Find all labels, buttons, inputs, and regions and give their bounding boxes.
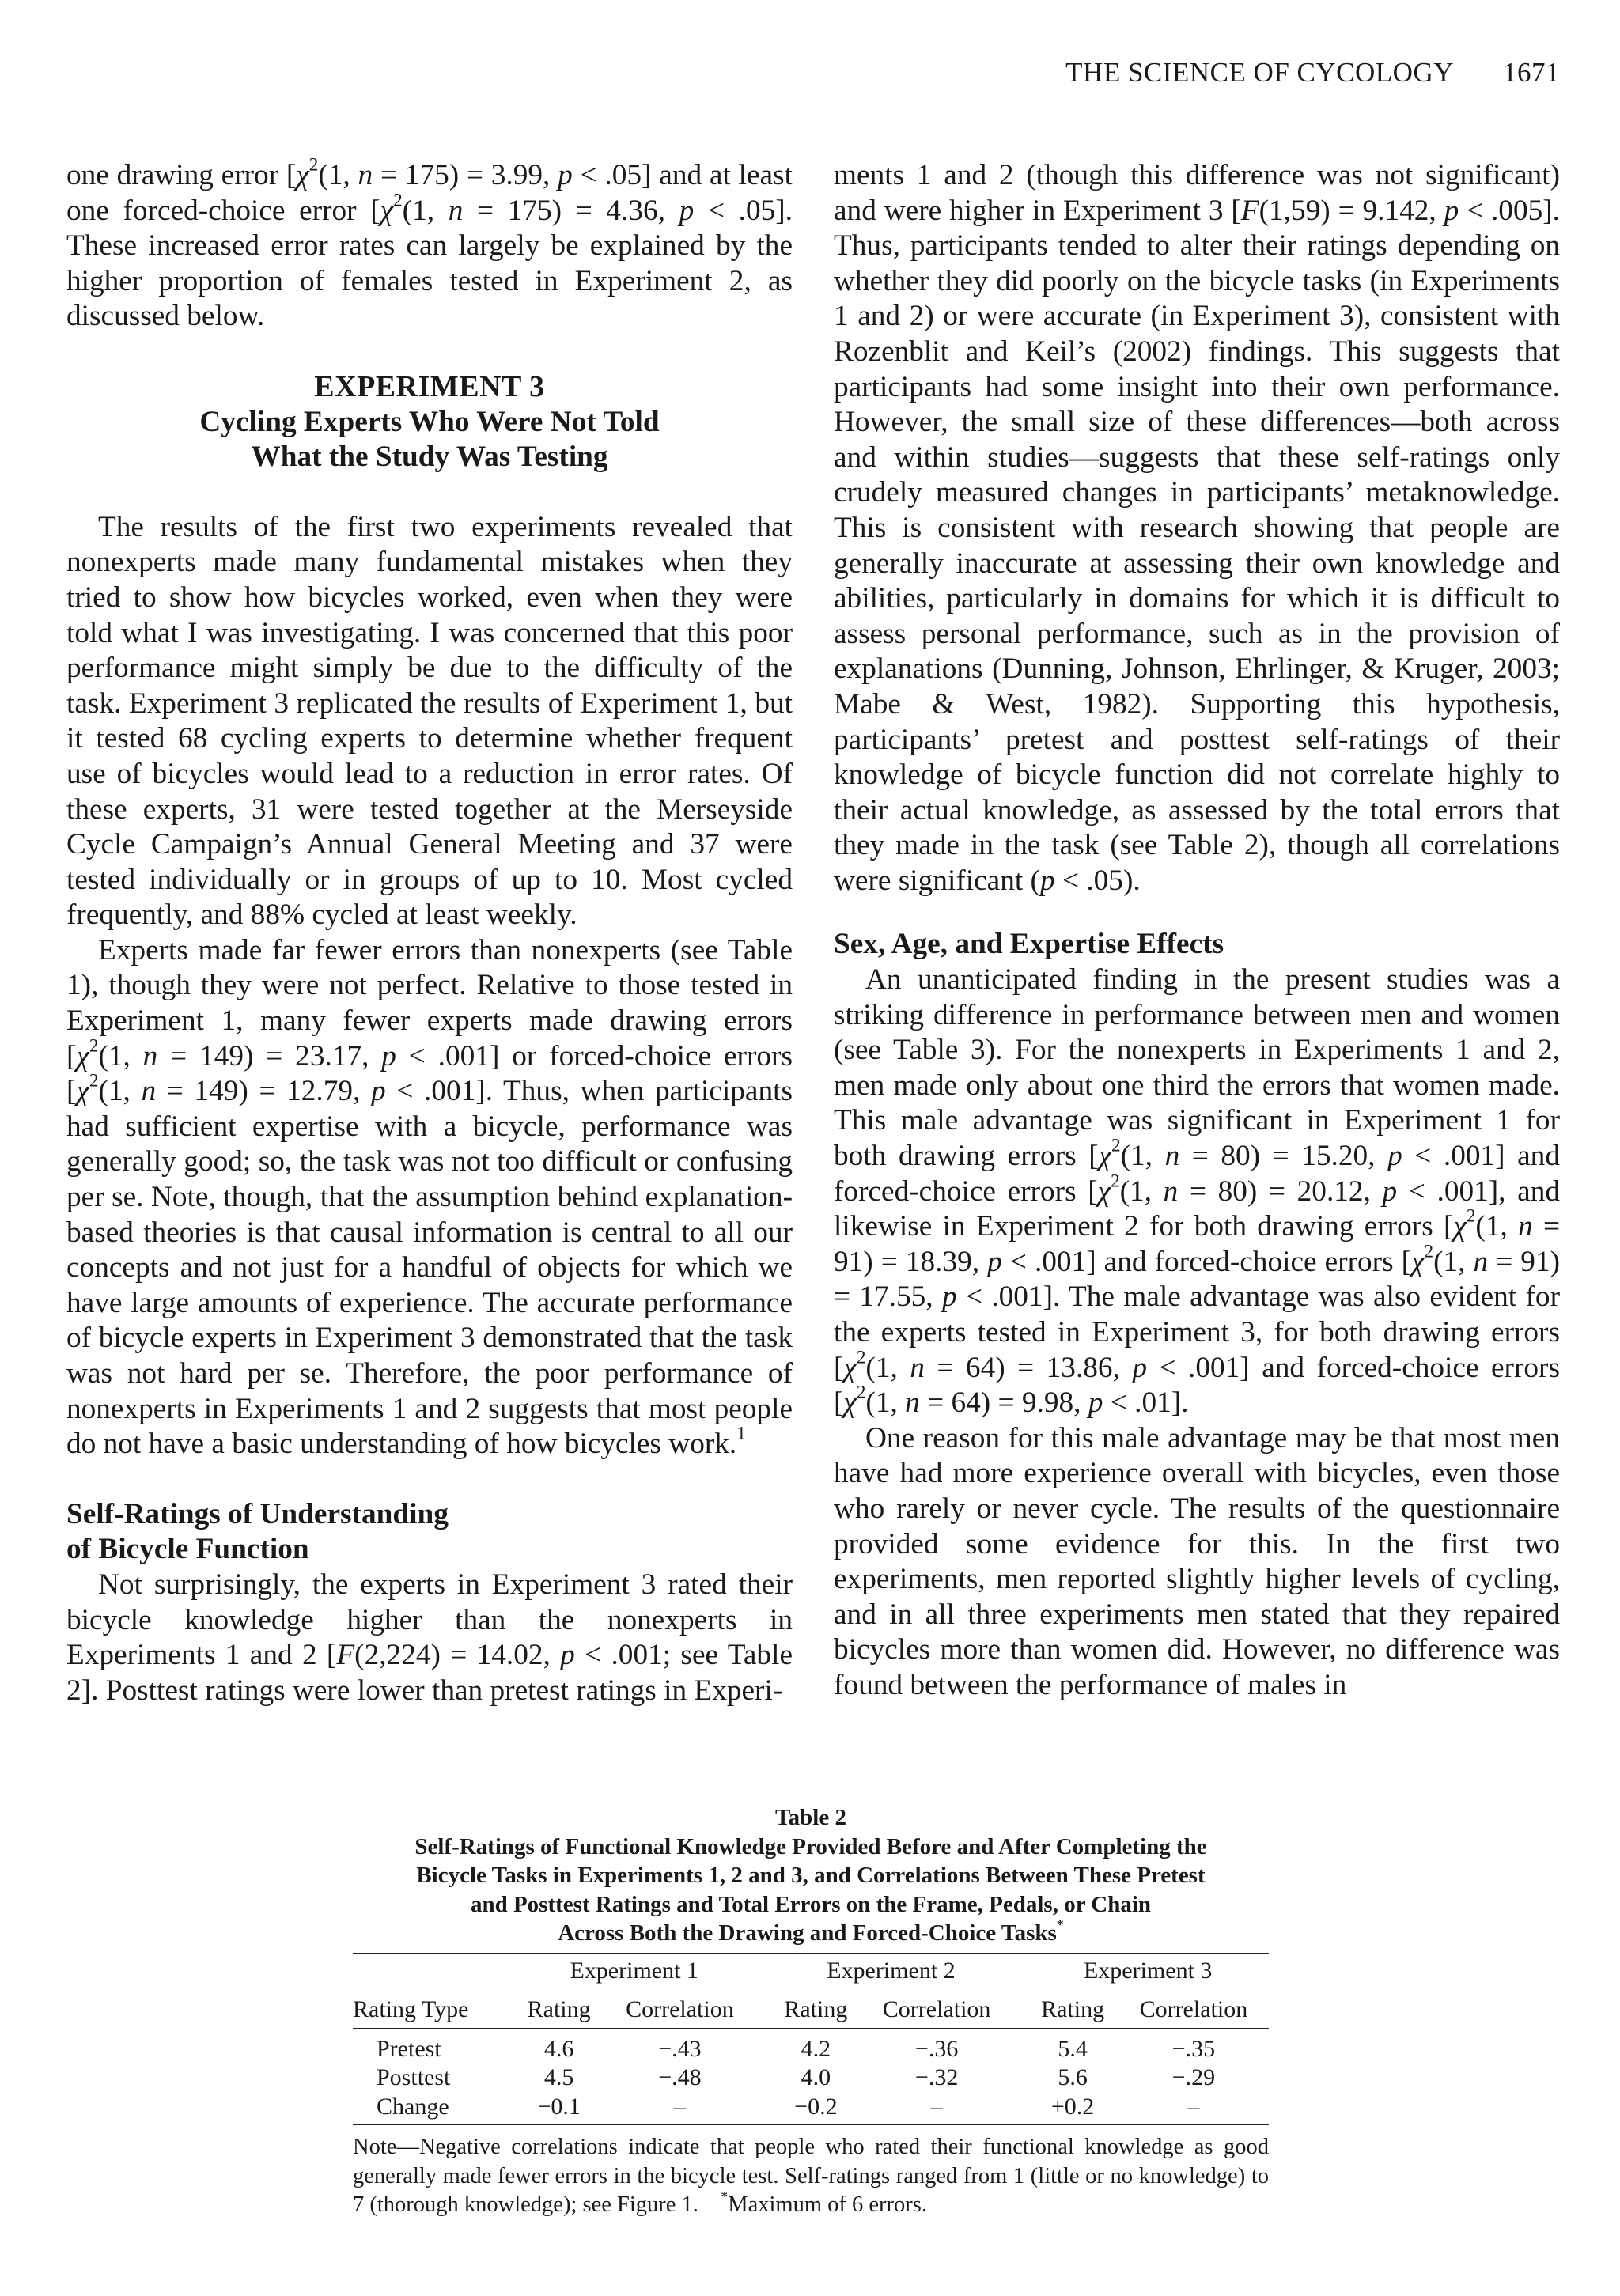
experiment-3-title-line1: Cycling Experts Who Were Not Told xyxy=(199,405,660,438)
table-label: Table 2 xyxy=(775,1805,846,1830)
footnote-marker: 1 xyxy=(736,1423,746,1444)
table-row: Change −0.1 – −0.2 – +0.2 – xyxy=(353,2093,1269,2125)
paragraph: Experts made far fewer errors than nonexperts (see Table 1), though they were not perfect. Relative to those tested in Experiment 1, many fewer experts made drawing errors [$\chi^2(1$, n = 149) = 23.17, p < .001] or forced-choice errors [$\chi^2(1$, n = 149) = 12.79, p < .001]. Thus, when participants had sufficient expertise with a bicycle, performance was generally good; so, the task was not too difficult or confusing per se. Note, though, that the assumption behind explanation-based theories is that causal information is central to all our concepts and not just for a handful of objects for which we have large amounts of experience. The accurate performance of bicycle experts in Experiment 3 demonstrated that the task was not hard per se. Therefore, the poor performance of nonexperts in Experiments 1 and 2 suggests that most people do not have a basic understanding of how bicycles work.$^1$ xyxy=(66,933,793,1461)
paragraph: One reason for this male advantage may be that most men have had more experience overall with bicycles, even those who rarely or never cycle. The results of the questionnaire provided some evidence for this. In the first two experiments, men reported slightly higher levels of cycling, and in all three experiments men stated that they repaired bicycles more than women did. However, no difference was found between the performance of males in xyxy=(834,1421,1560,1701)
table-row: Pretest 4.6 −.43 4.2 −.36 5.4 −.35 xyxy=(377,2035,1216,2062)
section-heading-sex-age-expertise: Sex, Age, and Expertise Effects xyxy=(834,928,1224,961)
running-header xyxy=(1065,57,1560,89)
asterisk-marker: * xyxy=(1056,1916,1064,1933)
running-title: THE SCIENCE OF CYCOLOGY xyxy=(1065,57,1454,88)
page-number: 1671 xyxy=(1503,57,1560,88)
paragraph-continued: one drawing error [$\chi^2(1$, n = 175) = 3.99, p < .05] and at least one forced-choice error [$\chi^2(1$, n = 175) = 4.36, p < .05]. These increased error rates can largely be explained by the higher proportion of females tested in Experiment 2, as discussed below. xyxy=(66,154,793,333)
experiment-3-heading xyxy=(66,369,793,475)
group-experiment-2: Experiment 2 xyxy=(770,1954,1012,1988)
table-column-header: Rating Type Rating Correlation Rating Correlation Rating Correlation xyxy=(353,1988,1269,2029)
table-2 xyxy=(353,1803,1269,2220)
paragraph: The results of the first two experiments revealed that nonexperts made many fundamental mistakes when they tried to show how bicycles worked, even when they were told what I was investigating. I was concerned that this poor performance might simply be due to the difficulty of the task. Experiment 3 replicated the results of Experiment 1, but it tested 68 cycling experts to determine whether frequent use of bicycles would lead to a reduction in error rates. Of these experts, 31 were tested together at the Merseyside Cycle Campaign’s Annual General Meeting and 37 were tested individually or in groups of up to 10. Most cycled frequently, and 88% cycled at least weekly. xyxy=(66,510,793,932)
group-experiment-1: Experiment 1 xyxy=(513,1954,755,1988)
section-heading-self-ratings: Self-Ratings of Understanding of Bicycle Function xyxy=(66,1497,449,1566)
table-caption: Table 2 Self-Ratings of Functional Knowledge Provided Before and After Completing the Bicycle Tasks in Experiments 1, 2 and 3, and Correlations Between These Pretest and Posttest Ratings and Total Errors on the Frame, Pedals, or Chain Across Both the Drawing and Forced-Choice Tasks* xyxy=(353,1803,1269,1948)
ratings-table xyxy=(353,1953,1269,2126)
right-column xyxy=(834,158,1560,1704)
experiment-3-title-line2: What the Study Was Testing xyxy=(251,441,608,474)
table-note: Note—Negative correlations indicate that people who rated their functional knowledge as good generally made fewer errors in the bicycle test. Self-ratings ranged from 1 (little or no knowledge) to 7 (thorough knowledge); see Figure 1. *Maximum of 6 errors. xyxy=(353,2135,1269,2217)
group-experiment-3: Experiment 3 xyxy=(1027,1954,1269,1988)
table-group-header xyxy=(353,1954,1269,1988)
experiment-3-label: EXPERIMENT 3 xyxy=(314,369,545,403)
paragraph-continued: ments 1 and 2 (though this difference was not significant) and were higher in Experiment 3 [F(1,59) = 9.142, p < .005]. Thus, participants tended to alter their ratings depending on whether they did poorly on the bicycle tasks (in Experiments 1 and 2) or were accurate (in Experiment 3), consistent with Rozenblit and Keil’s (2002) findings. This suggests that participants had some insight into their own performance. However, the small size of these differences—both across and within studies—suggests that these self-ratings only crudely measured changes in participants’ metaknowledge. This is consistent with research showing that people are generally inaccurate at assessing their own knowledge and abilities, particularly in domains for which it is difficult to assess personal performance, such as in the provision of explanations (Dunning, Johnson, Ehrlinger, & Kruger, 2003; Mabe & West, 1982). Supporting this hypothesis, participants’ pretest and posttest self-ratings of their knowledge of bicycle function did not correlate highly to their actual knowledge, as assessed by the total errors that they made in the task (see Table 2), though all correlations were significant (p < .05). xyxy=(834,159,1560,897)
left-column xyxy=(66,154,793,1708)
paragraph: An unanticipated finding in the present studies was a striking difference in performance between men and women (see Table 3). For the nonexperts in Experiments 1 and 2, men made only about one third the errors that women made. This male advantage was significant in Experiment 1 for both drawing errors [$\chi^2(1$, n = 80) = 15.20, p < .001] and forced-choice errors [$\chi^2(1$, n = 80) = 20.12, p < .001], and likewise in Experiment 2 for both drawing errors [$\chi^2(1$, n = 91) = 18.39, p < .001] and forced-choice errors [$\chi^2(1$, n = 91) = 17.55, p < .001]. The male advantage was also evident for the experts tested in Experiment 3, for both drawing errors [$\chi^2(1$, n = 64) = 13.86, p < .001] and forced-choice errors [$\chi^2(1$, n = 64) = 9.98, p < .01]. xyxy=(834,963,1561,1420)
table-row: Posttest 4.5 −.48 4.0 −.32 5.6 −.29 xyxy=(377,2064,1216,2090)
paragraph: Not surprisingly, the experts in Experiment 3 rated their bicycle knowledge higher than the nonexperts in Experiments 1 and 2 [F(2,224) = 14.02, p < .001; see Table 2]. Posttest ratings were lower than pretest ratings in Experi- xyxy=(66,1568,793,1707)
